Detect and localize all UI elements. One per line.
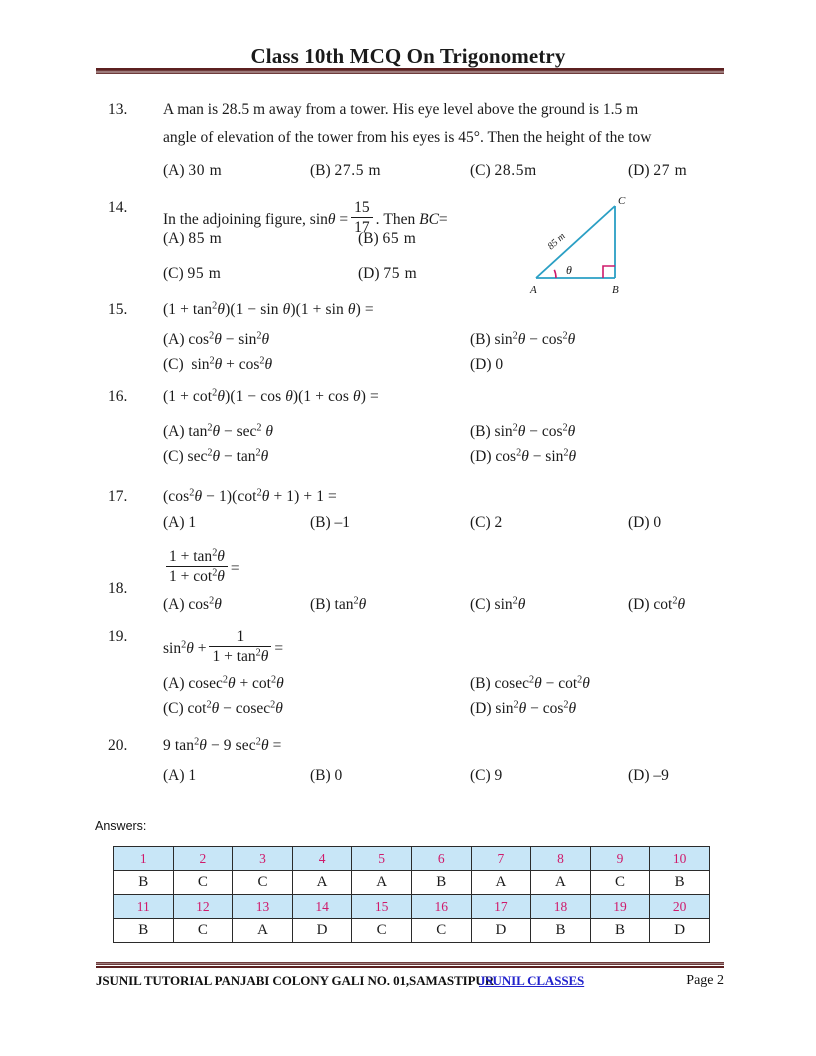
question-18-option-d[interactable]: (D) $\cot^2\theta$	[628, 595, 686, 613]
answers-number-cell: 3	[233, 847, 293, 871]
question-20-number: 20.	[108, 737, 128, 754]
question-19-equals: =	[274, 639, 284, 657]
question-18-fraction	[166, 548, 228, 586]
answers-value-cell: B	[590, 919, 650, 943]
question-18-option-b[interactable]: (B) $\tan^2\theta$	[310, 595, 367, 613]
question-15-option-a[interactable]: (A) $\cos^2\theta - \sin^2\theta$	[163, 330, 270, 348]
question-15-stem: $(1 + \tan^2\theta)(1 - \sin \theta)(1 + \sin \theta)$ =	[163, 300, 374, 318]
hypotenuse-length-label: 85 m	[545, 230, 568, 253]
question-16-number: 16.	[108, 388, 128, 405]
answers-number-cell: 6	[411, 847, 471, 871]
question-17-option-c[interactable]: (C) 2	[470, 514, 503, 531]
question-20-option-a[interactable]: (A) 1	[163, 767, 197, 784]
answers-header-row-2	[114, 895, 710, 919]
answers-number-cell: 7	[471, 847, 531, 871]
question-19-stem: $\sin^2\theta$ + $\frac{1}{1 + \tan^2\theta}$ =	[163, 628, 284, 666]
question-14-option-a[interactable]: (A) 85 m	[163, 230, 223, 247]
question-14-number: 14.	[108, 199, 128, 216]
question-18-number: 18.	[108, 580, 128, 597]
answers-value-cell: B	[411, 871, 471, 895]
right-triangle-figure	[520, 190, 640, 300]
question-19-option-d[interactable]: (D) $\sin^2\theta - \cos^2\theta$	[470, 699, 577, 717]
answers-value-cell: A	[471, 871, 531, 895]
answers-value-cell: B	[531, 919, 591, 943]
footer-page-number: Page 2	[686, 973, 724, 988]
question-14-option-c[interactable]: (C) 95 m	[163, 265, 222, 282]
vertex-label-a: A	[530, 284, 537, 296]
answers-number-cell: 5	[352, 847, 412, 871]
page-footer	[96, 973, 724, 993]
page-title: Class 10th MCQ On Trigonometry	[250, 44, 566, 68]
question-13-option-a[interactable]: (A) 30 m	[163, 162, 223, 179]
answers-number-cell: 14	[292, 895, 352, 919]
question-17-number: 17.	[108, 488, 128, 505]
question-20-stem: 9 $\tan^2\theta - 9$ $\sec^2\theta$ =	[163, 736, 282, 754]
vertex-label-c: C	[618, 195, 626, 207]
answers-number-cell: 12	[173, 895, 233, 919]
question-17-option-b[interactable]: (B) –1	[310, 514, 351, 531]
answers-value-cell: A	[531, 871, 591, 895]
question-19-denominator: $1 + \tan^2\theta$	[209, 646, 271, 665]
answers-value-cell: B	[650, 871, 710, 895]
question-14-option-d[interactable]: (D) 75 m	[358, 265, 418, 282]
question-19-number: 19.	[108, 628, 128, 645]
question-18-numerator: $1 + \tan^2\theta$	[169, 547, 225, 565]
answers-value-cell: A	[233, 919, 293, 943]
question-20-option-d[interactable]: (D) –9	[628, 767, 669, 784]
footer-institute-text: JSUNIL TUTORIAL PANJABI COLONY GALI NO. 01,SAMASTIPUR	[96, 973, 495, 988]
question-18-option-a[interactable]: (A) $\cos^2\theta$	[163, 595, 222, 613]
footer-link-jsunil-classes[interactable]: JSUNIL CLASSES	[479, 973, 585, 988]
header-divider-band	[96, 70, 724, 73]
answers-table	[113, 846, 710, 943]
question-16-stem: $(1 + \cot^2\theta)(1 - \cos \theta)(1 + \cos \theta)$ =	[163, 387, 379, 405]
answers-value-cell: C	[411, 919, 471, 943]
question-19-option-c[interactable]: (C) $\cot^2\theta - cosec^2\theta$	[163, 699, 283, 717]
answers-value-cell: A	[352, 871, 412, 895]
answers-value-cell: D	[471, 919, 531, 943]
question-17-option-d[interactable]: (D) 0	[628, 514, 662, 531]
question-14-option-b[interactable]: (B) 65 m	[358, 230, 417, 247]
footer-divider-thin-line	[96, 966, 724, 968]
question-15-option-c[interactable]: (C) $\sin^2\theta + \cos^2\theta$	[163, 355, 273, 373]
answers-number-cell: 9	[590, 847, 650, 871]
answers-value-cell: A	[292, 871, 352, 895]
answers-value-row-1	[114, 871, 710, 895]
question-16-option-b[interactable]: (B) $\sin^2\theta - \cos^2\theta$	[470, 422, 576, 440]
answers-number-cell: 15	[352, 895, 412, 919]
question-15-number: 15.	[108, 301, 128, 318]
answers-label: Answers:	[95, 819, 147, 833]
header-divider	[96, 68, 724, 74]
answers-number-cell: 18	[531, 895, 591, 919]
answers-number-cell: 19	[590, 895, 650, 919]
question-16-option-d[interactable]: (D) $\cos^2\theta - \sin^2\theta$	[470, 447, 577, 465]
answers-number-cell: 8	[531, 847, 591, 871]
answers-number-cell: 20	[650, 895, 710, 919]
answers-value-cell: D	[650, 919, 710, 943]
triangle-svg	[520, 190, 640, 300]
question-16-option-c[interactable]: (C) $\sec^2\theta - \tan^2\theta$	[163, 447, 269, 465]
question-20-option-b[interactable]: (B) 0	[310, 767, 343, 784]
question-17-option-a[interactable]: (A) 1	[163, 514, 197, 531]
answers-number-cell: 11	[114, 895, 174, 919]
answers-value-cell: C	[173, 919, 233, 943]
answers-number-cell: 17	[471, 895, 531, 919]
vertex-label-b: B	[612, 284, 619, 296]
question-19-option-a[interactable]: (A) $cosec^2\theta + \cot^2\theta$	[163, 674, 284, 692]
question-13-option-c[interactable]: (C) 28.5m	[470, 162, 537, 179]
question-13-option-d[interactable]: (D) 27 m	[628, 162, 688, 179]
question-18-denominator: $1 + \cot^2\theta$	[166, 566, 228, 585]
question-17-stem: $(\cos^2\theta - 1)(\cot^2\theta + 1) + 1$ =	[163, 487, 337, 505]
question-14-fraction: $\frac{15}{17}$	[351, 199, 373, 237]
question-19-option-b[interactable]: (B) $cosec^2\theta - \cot^2\theta$	[470, 674, 590, 692]
answers-value-cell: C	[173, 871, 233, 895]
question-15-option-b[interactable]: (B) $\sin^2\theta - \cos^2\theta$	[470, 330, 576, 348]
question-13-stem-line-2: angle of elevation of the tower from his eyes is 45°. Then the height of the tow	[163, 129, 652, 146]
answers-value-cell: B	[114, 871, 174, 895]
question-16-option-a[interactable]: (A) $\tan^2\theta - \sec^2 \theta$	[163, 422, 273, 440]
answers-value-cell: C	[233, 871, 293, 895]
question-15-option-d[interactable]: (D) 0	[470, 356, 504, 373]
question-20-option-c[interactable]: (C) 9	[470, 767, 503, 784]
angle-label-theta: θ	[566, 263, 572, 277]
right-angle-marker	[603, 266, 615, 278]
question-18-equals: =	[230, 559, 240, 577]
question-19-fraction	[209, 628, 271, 666]
answers-number-cell: 16	[411, 895, 471, 919]
question-13-option-b[interactable]: (B) 27.5 m	[310, 162, 382, 179]
answers-header-row-1	[114, 847, 710, 871]
question-13-stem-line-1: A man is 28.5 m away from a tower. His eye level above the ground is 1.5 m	[163, 101, 639, 118]
answers-value-cell: D	[292, 919, 352, 943]
question-18-option-c[interactable]: (C) $\sin^2\theta$	[470, 595, 526, 613]
answers-value-cell: C	[590, 871, 650, 895]
answers-number-cell: 2	[173, 847, 233, 871]
answers-number-cell: 1	[114, 847, 174, 871]
answers-value-row-2	[114, 919, 710, 943]
question-19-numerator: 1	[236, 628, 245, 645]
footer-divider-band	[96, 962, 724, 965]
answers-table-body	[114, 847, 710, 943]
answers-value-cell: C	[352, 919, 412, 943]
footer-divider	[96, 962, 724, 968]
question-14-stem: In the adjoining figure, sinθ = $\frac{15}{17}$ . Then BC=	[163, 199, 448, 237]
angle-arc-theta	[554, 270, 556, 278]
answers-number-cell: 10	[650, 847, 710, 871]
answers-number-cell: 4	[292, 847, 352, 871]
answers-value-cell: B	[114, 919, 174, 943]
answers-number-cell: 13	[233, 895, 293, 919]
question-13-number: 13.	[108, 101, 128, 118]
